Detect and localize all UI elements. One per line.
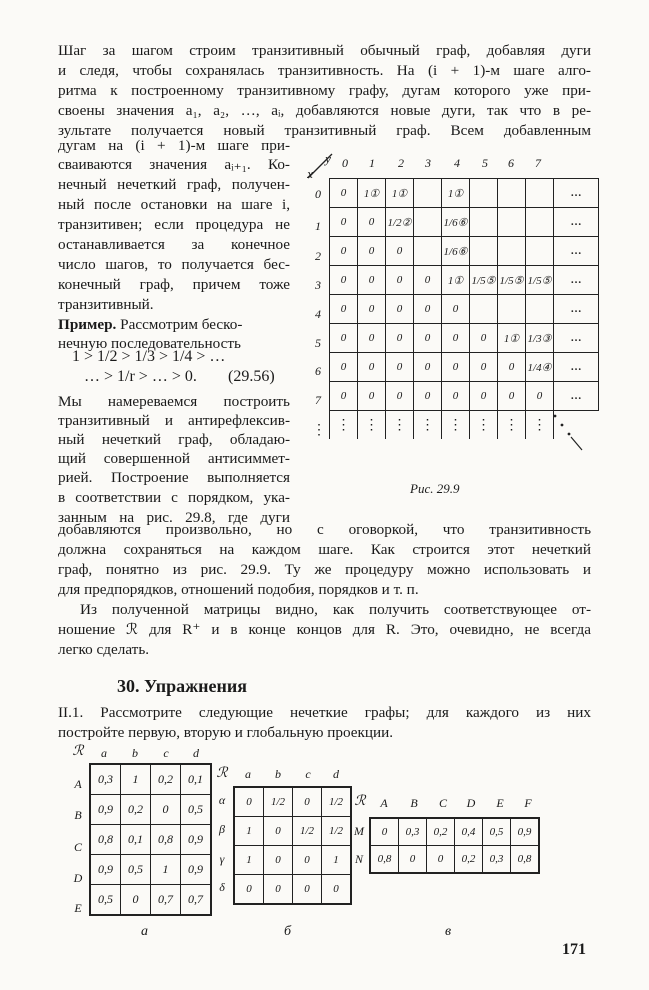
exercise-line-1: II.1. Рассмотрите следующие нечеткие графы; для каждого из них [58,704,591,721]
fig29-col-header: 4 [454,156,460,170]
matrix-b-row: δ [219,880,225,894]
fig29-row [330,237,599,266]
fig29-cell: 0 [442,295,470,324]
matrix_c-cell: 0,4 [455,818,483,846]
fig29-corner-y: y [325,151,331,166]
matrix_c-cell: 0 [427,846,455,874]
example-line-2: нечную последовательность [58,335,241,352]
fig29-row-header: 5 [315,336,321,350]
formula-number: (29.56) [228,368,275,385]
fig29-cell: 0 [414,295,442,324]
matrix-b-row: α [218,793,226,807]
fig29-cell: 0 [442,353,470,382]
fig29-cell [498,179,526,208]
fig29-cell: 0 [386,353,414,382]
fig29-cell: … [554,324,599,353]
fig29-cell: 0 [414,266,442,295]
p1-narrow-9: транзитивный. [58,296,154,313]
fig29-cell [414,237,442,266]
matrix_b-cell: 1/2 [322,817,352,846]
matrix_a-cell: 0,9 [90,795,121,825]
section-heading: 30. Упражнения [117,676,248,696]
fig29-cell: 0 [526,382,554,411]
matrix-a-col: c [163,746,169,760]
fig29-cell: … [554,266,599,295]
p2-full-3: граф, понятно из рис. 29.9. Ту же процедуру можно использовать и [58,561,591,578]
fig29-cell: 0 [386,295,414,324]
fig29-cell: … [554,353,599,382]
fig29-cell: 1/5⑤ [470,266,498,295]
fig29-diagonal-dots [552,412,586,452]
matrix_b-cell: 1/2 [322,787,352,817]
fig29-cell [498,237,526,266]
fig29-cell [526,237,554,266]
p2-narrow-5: рией. Построение выполняется [58,469,290,486]
matrix_c-cell: 0,2 [455,846,483,874]
fig29-row-header: 7 [315,393,321,407]
fig29-dots-cell: ⋮ [358,411,386,440]
p2-narrow-1: Мы намереваемся построить [58,393,290,410]
matrix_a-row [90,825,211,855]
matrix-a-row: C [73,840,82,854]
matrix_b-cell: 0 [264,846,293,875]
p1-narrow-5: транзитивен; если процедура не [58,216,290,233]
matrix_c-cell: 0 [370,818,399,846]
p1-narrow-2: сваиваются значения aᵢ₊₁. Ко- [58,156,290,173]
p3-line-3: легко сделать. [58,641,150,658]
fig29-cell [470,237,498,266]
fig29-cell: 0 [358,266,386,295]
fig29-dots-cell: ⋮ [442,411,470,440]
fig29-cell: 0 [470,353,498,382]
exercise-line-2: постройте первую, вторую и глобальную проекции. [58,724,394,741]
matrix_b-cell: 0 [293,846,322,875]
matrix_c-cell: 0,3 [483,846,511,874]
fig29-cell: … [554,295,599,324]
fig29-cell [470,295,498,324]
matrix_a-cell: 0 [121,885,151,916]
fig29-col-header: 7 [535,156,541,170]
fig29-cell [498,208,526,237]
matrix_c-row [370,818,539,846]
fig29-cell: 0 [442,324,470,353]
matrix_a-cell: 0,1 [121,825,151,855]
fig29-cell: 1/5⑤ [498,266,526,295]
matrix_c-cell: 0,5 [483,818,511,846]
p1-narrow-8: конечный граф, причем тоже [58,276,290,293]
fig29-cell: 1/3③ [526,324,554,353]
matrix_a-row [90,764,211,795]
matrix-b-col: b [275,767,281,781]
fig29-cell: 0 [358,353,386,382]
matrix-c-row: N [354,852,363,866]
fig29-row-header: 4 [315,307,321,321]
matrix-a-col: a [101,746,107,760]
matrix-a-label: a [141,924,148,939]
p1-narrow-1: дугам на (i + 1)-м шаге при- [58,137,290,154]
matrix_c-cell: 0,9 [511,818,540,846]
p1-narrow-7: число шагов, то получается бес- [58,256,290,273]
matrix_a-cell: 0 [151,795,181,825]
matrix_b-cell: 0 [293,787,322,817]
fig29-cell [498,295,526,324]
fig29-row [330,179,599,208]
p1-line-4: своены значения a₁, a₂, …, aᵢ, добавляются новые дуги, так что в ре- [58,102,591,119]
matrix-b-col: c [305,767,311,781]
fig29-row [330,295,599,324]
fig29-cell: … [554,208,599,237]
matrix-a-col: d [193,746,199,760]
fig29-cell: 1① [498,324,526,353]
matrix-c-col: C [438,796,447,810]
formula-2: … > 1/r > … > 0. [84,368,197,385]
fig29-caption: Рис. 29.9 [410,481,460,496]
fig29-cell [470,179,498,208]
fig29-cell: 0 [358,382,386,411]
matrix_b-row [234,846,351,875]
p2-full-4: для предпорядков, отношений подобия, порядков и т. п. [58,581,419,598]
fig29-row [330,324,599,353]
fig29-cell: … [554,382,599,411]
matrix-b-row: β [219,822,225,836]
fig29-cell: 0 [330,382,358,411]
matrix_a-row [90,855,211,885]
fig29-cell: 1① [386,179,414,208]
matrix-c-row: M [354,824,364,838]
fig29-row [330,208,599,237]
matrix-a-row: E [74,901,82,915]
fig29-cell [470,208,498,237]
fig29-cell: 0 [386,324,414,353]
matrix_b-cell: 0 [322,875,352,905]
matrix_b-cell: 0 [264,875,293,905]
fig29-col-header: 5 [482,156,488,170]
matrix_c-row [370,846,539,874]
matrix-b-corner: ℛ [216,766,228,781]
fig29-cell: 0 [330,266,358,295]
fig29-cell: 1/4④ [526,353,554,382]
fig29-cell: 1/6⑥ [442,237,470,266]
p3-line-2: ношение ℛ для R⁺ и в конце концов для R. Это, очевидно, не всегда [58,621,591,638]
matrix-b-col: d [333,767,339,781]
fig29-cell: 0 [358,237,386,266]
fig29-cell: 1① [442,266,470,295]
page-number: 171 [562,941,586,958]
matrix_a-cell: 0,3 [90,764,121,795]
matrix-c-col: A [380,796,388,810]
matrix_c-cell: 0,8 [511,846,540,874]
p1-line-3: ритма к построенному транзитивному графу, дугам которого уже при- [58,82,591,99]
fig29-cell: 1① [358,179,386,208]
matrix_b-cell: 0 [264,817,293,846]
p2-narrow-2: транзитивный и антирефлексив- [58,412,290,429]
matrix_a-cell: 0,2 [151,764,181,795]
fig29-dots-cell: ⋮ [498,411,526,440]
matrix_a-cell: 0,1 [181,764,212,795]
matrix_a-cell: 0,8 [90,825,121,855]
fig29-cell: 0 [358,324,386,353]
matrix_b-cell: 0 [234,875,264,905]
matrix-c-corner: ℛ [354,794,366,809]
fig29-cell: 0 [498,353,526,382]
matrix_b-cell: 1 [234,846,264,875]
matrix_b-cell: 1/2 [293,817,322,846]
fig29-matrix [329,178,599,439]
fig29-cell [526,179,554,208]
fig29-cell: 0 [330,353,358,382]
example-text: Рассмотрим беско- [120,316,243,333]
matrix_b-cell: 1 [234,817,264,846]
matrix_a-cell: 0,7 [181,885,212,916]
p2-narrow-6: в соответствии с порядком, ука- [58,489,290,506]
matrix-a-row: D [73,871,83,885]
fig29-dots-cell: ⋮ [526,411,554,440]
fig29-col-header: 1 [369,156,375,170]
p2-narrow-3: ный нечеткий граф, обладаю- [58,431,290,448]
fig29-dots-cell: ⋮ [470,411,498,440]
matrix-a-grid [89,763,212,916]
matrix_c-cell: 0,3 [399,818,427,846]
fig29-cell: … [554,237,599,266]
p1-line-2: и следя, чтобы сохранялась транзитивность. На (i + 1)-м шаге алго- [58,62,591,79]
example-label: Пример. [58,316,117,333]
p1-line-5: зультате получается новый транзитивный граф. Всем добавленным [58,122,591,139]
matrix_c-cell: 0,2 [427,818,455,846]
matrix_a-cell: 1 [151,855,181,885]
fig29-cell: 0 [498,382,526,411]
matrix-c-col: D [466,796,476,810]
formula-1: 1 > 1/2 > 1/3 > 1/4 > … [72,348,226,365]
matrix_b-cell: 0 [234,787,264,817]
matrix_c-cell: 0,8 [370,846,399,874]
fig29-col-header: 0 [342,156,348,170]
fig29-row [330,382,599,411]
matrix-a-row: B [74,808,82,822]
fig29-cell [526,295,554,324]
matrix_a-cell: 0,9 [181,825,212,855]
matrix-c-col: F [524,796,532,810]
matrix_a-cell: 1 [121,764,151,795]
fig29-dots-cell: ⋮ [330,411,358,440]
fig29-dots-cell: ⋮ [414,411,442,440]
fig29-row-header: 1 [315,219,321,233]
p2-full-2: должна сохраняться на каждом шаге. Как строится этот нечеткий [58,541,591,558]
matrix_a-row [90,885,211,916]
example-line-1 [58,315,290,334]
fig29-cell: 0 [442,382,470,411]
fig29-row-header-dots: ⋮ [312,423,326,438]
matrix-c-grid [369,817,540,874]
fig29-cell: 0 [414,353,442,382]
fig29-cell: 0 [386,266,414,295]
matrix_b-cell: 1/2 [264,787,293,817]
p2-narrow-4: щий совершенной антисиммет- [58,450,290,467]
fig29-cell: 0 [330,324,358,353]
matrix_a-cell: 0,9 [181,855,212,885]
fig29-cell: 1/5⑤ [526,266,554,295]
p1-narrow-3: нечный нечеткий граф, получен- [58,176,290,193]
fig29-cell: 0 [470,324,498,353]
matrix_a-cell: 0,9 [90,855,121,885]
matrix-a-col: b [132,746,138,760]
p1-narrow-4: ный после остановки на шаге i, [58,196,290,213]
fig29-cell: 1/6⑥ [442,208,470,237]
p2-full-1: добавляются произвольно, но с оговоркой, что транзитивность [58,521,591,538]
fig29-cell: 0 [470,382,498,411]
matrix_a-row [90,795,211,825]
fig29-corner-x: x [307,166,313,181]
matrix_b-row [234,817,351,846]
matrix-b-label: б [284,924,292,939]
matrix-a-corner: ℛ [72,744,84,759]
matrix_a-cell: 0,2 [121,795,151,825]
fig29-cell: 1① [442,179,470,208]
p3-line-1: Из полученной матрицы видно, как получить соответствующее от- [80,601,591,618]
matrix_a-cell: 0,5 [121,855,151,885]
fig29-cell: 0 [414,382,442,411]
matrix_a-cell: 0,7 [151,885,181,916]
fig29-cell [526,208,554,237]
fig29-row-header: 0 [315,187,321,201]
matrix_b-cell: 1 [322,846,352,875]
fig29-col-header: 2 [398,156,404,170]
matrix_b-cell: 0 [293,875,322,905]
p1-line-1: Шаг за шагом строим транзитивный обычный граф, добавляя дуги [58,42,591,59]
fig29-cell: 0 [330,179,358,208]
matrix_a-cell: 0,5 [181,795,212,825]
fig29-cell: 1/2② [386,208,414,237]
fig29-cell: 0 [358,295,386,324]
matrix-b-col: a [245,767,251,781]
fig29-row-header: 3 [315,278,321,292]
fig29-cell: 0 [330,208,358,237]
fig29-cell: … [554,179,599,208]
fig29-cell: 0 [330,237,358,266]
fig29-row-header: 6 [315,364,321,378]
matrix_b-row [234,875,351,905]
fig29-cell: 0 [386,382,414,411]
matrix-a-row: A [74,777,82,791]
matrix-c-col: B [410,796,418,810]
matrix_c-cell: 0 [399,846,427,874]
fig29-col-header: 6 [508,156,514,170]
fig29-row-header: 2 [315,249,321,263]
fig29-cell: 0 [358,208,386,237]
matrix-b-grid [233,786,352,905]
fig29-cell: 0 [386,237,414,266]
matrix-c-label: в [445,924,452,939]
matrix_a-cell: 0,8 [151,825,181,855]
p1-narrow-6: останавливается за конечное [58,236,290,253]
fig29-cell: 0 [330,295,358,324]
p2-narrow-7: занным на рис. 29.8, где дуги [58,509,290,526]
fig29-row [330,266,599,295]
matrix_a-cell: 0,5 [90,885,121,916]
fig29-dots-cell: ⋮ [386,411,414,440]
matrix_b-row [234,787,351,817]
matrix-c-col: E [496,796,504,810]
fig29-cell [414,208,442,237]
fig29-row [330,353,599,382]
fig29-cell: 0 [414,324,442,353]
fig29-cell [414,179,442,208]
matrix-b-row: γ [219,852,225,866]
fig29-col-header: 3 [425,156,431,170]
